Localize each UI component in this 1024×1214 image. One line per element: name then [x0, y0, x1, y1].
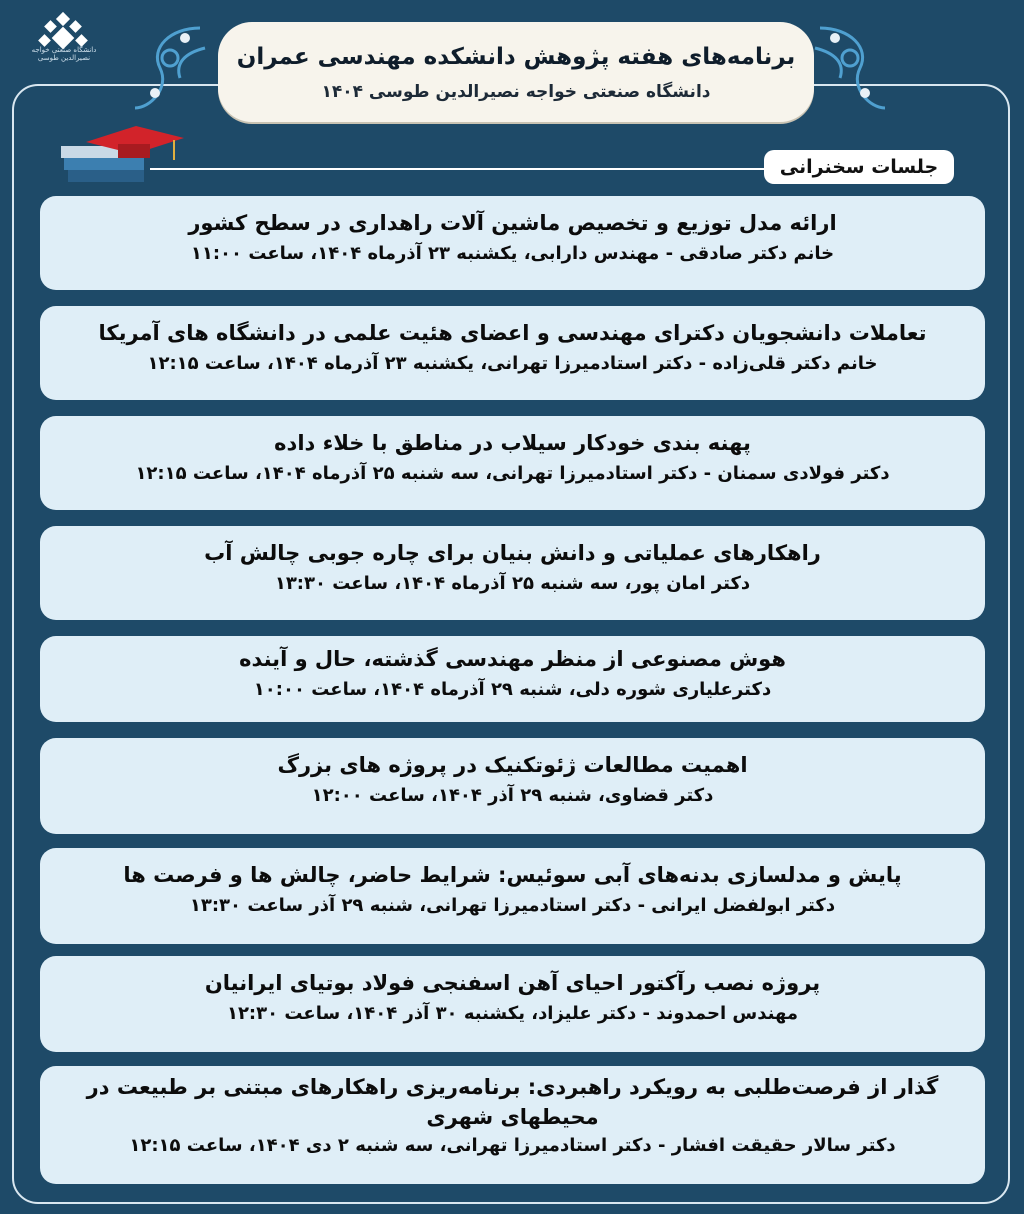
page-subtitle: دانشگاه صنعتی خواجه نصیرالدین طوسی ۱۴۰۴ [321, 82, 711, 102]
session-details: خانم دکتر قلی‌زاده - دکتر استادمیرزا تهرانی، یکشنبه ۲۳ آذرماه ۱۴۰۴، ساعت ۱۲:۱۵ [147, 353, 878, 374]
session-card [40, 1066, 985, 1184]
session-card [40, 526, 985, 620]
university-logo [28, 10, 98, 80]
session-title: ارائه مدل توزیع و تخصیص ماشین آلات راهداری در سطح کشور [188, 211, 837, 235]
session-title: هوش مصنوعی از منظر مهندسی گذشته، حال و آینده [239, 647, 786, 671]
session-details: مهندس احمدوند - دکتر علیزاد، یکشنبه ۳۰ آذر ۱۴۰۴، ساعت ۱۲:۳۰ [226, 1003, 799, 1024]
decorative-ornament-right [810, 18, 890, 118]
session-card [40, 196, 985, 290]
books-graduation-cap-icon [56, 120, 186, 190]
session-title: پایش و مدلسازی بدنه‌های آبی سوئیس: شرایط حاضر، چالش ها و فرصت ها [123, 863, 902, 887]
decorative-ornament-left [130, 18, 210, 118]
logo-caption: دانشگاه صنعتی خواجه نصیرالدین طوسی [31, 46, 97, 62]
session-card [40, 956, 985, 1052]
session-title: تعاملات دانشجویان دکترای مهندسی و اعضای هئیت علمی در دانشگاه های آمریکا [98, 321, 927, 345]
session-card [40, 636, 985, 722]
session-card [40, 306, 985, 400]
session-title: پهنه بندی خودکار سیلاب در مناطق با خلاء داده [274, 431, 751, 455]
session-details: دکترعلیاری شوره دلی، شنبه ۲۹ آذرماه ۱۴۰۴، ساعت ۱۰:۰۰ [253, 679, 772, 700]
session-card [40, 416, 985, 510]
session-card [40, 848, 985, 944]
session-details: دکتر سالار حقیقت افشار - دکتر استادمیرزا تهرانی، سه شنبه ۲ دی ۱۴۰۴، ساعت ۱۲:۱۵ [129, 1135, 896, 1156]
session-details: دکتر فولادی سمنان - دکتر استادمیرزا تهرانی، سه شنبه ۲۵ آذرماه ۱۴۰۴، ساعت ۱۲:۱۵ [135, 463, 890, 484]
header-title-box [218, 22, 814, 122]
session-details: دکتر ابولفضل ایرانی - دکتر استادمیرزا تهرانی، شنبه ۲۹ آذر ساعت ۱۳:۳۰ [189, 895, 836, 916]
session-details: دکتر امان پور، سه شنبه ۲۵ آذرماه ۱۴۰۴، ساعت ۱۳:۳۰ [274, 573, 751, 594]
session-details: دکتر قضاوی، شنبه ۲۹ آذر ۱۴۰۴، ساعت ۱۲:۰۰ [311, 785, 714, 806]
section-heading: جلسات سخنرانی [764, 150, 954, 184]
session-card [40, 738, 985, 834]
session-details: خانم دکتر صادقی - مهندس دارابی، یکشنبه ۲۳ آذرماه ۱۴۰۴، ساعت ۱۱:۰۰ [190, 243, 835, 264]
session-title: پروژه نصب رآکتور احیای آهن اسفنجی فولاد بوتیای ایرانیان [204, 971, 821, 995]
session-title: اهمیت مطالعات ژئوتکنیک در پروژه های بزرگ [277, 753, 748, 777]
session-title: گذار از فرصت‌طلبی به رویکرد راهبردی: برنامه‌ریزی راهکارهای مبتنی بر طبیعت در محیطهای شهری [86, 1075, 939, 1129]
page-title: برنامه‌های هفته پژوهش دانشکده مهندسی عمران [236, 44, 796, 70]
session-title: راهکارهای عملیاتی و دانش بنیان برای چاره جوبی چالش آب [204, 541, 821, 565]
